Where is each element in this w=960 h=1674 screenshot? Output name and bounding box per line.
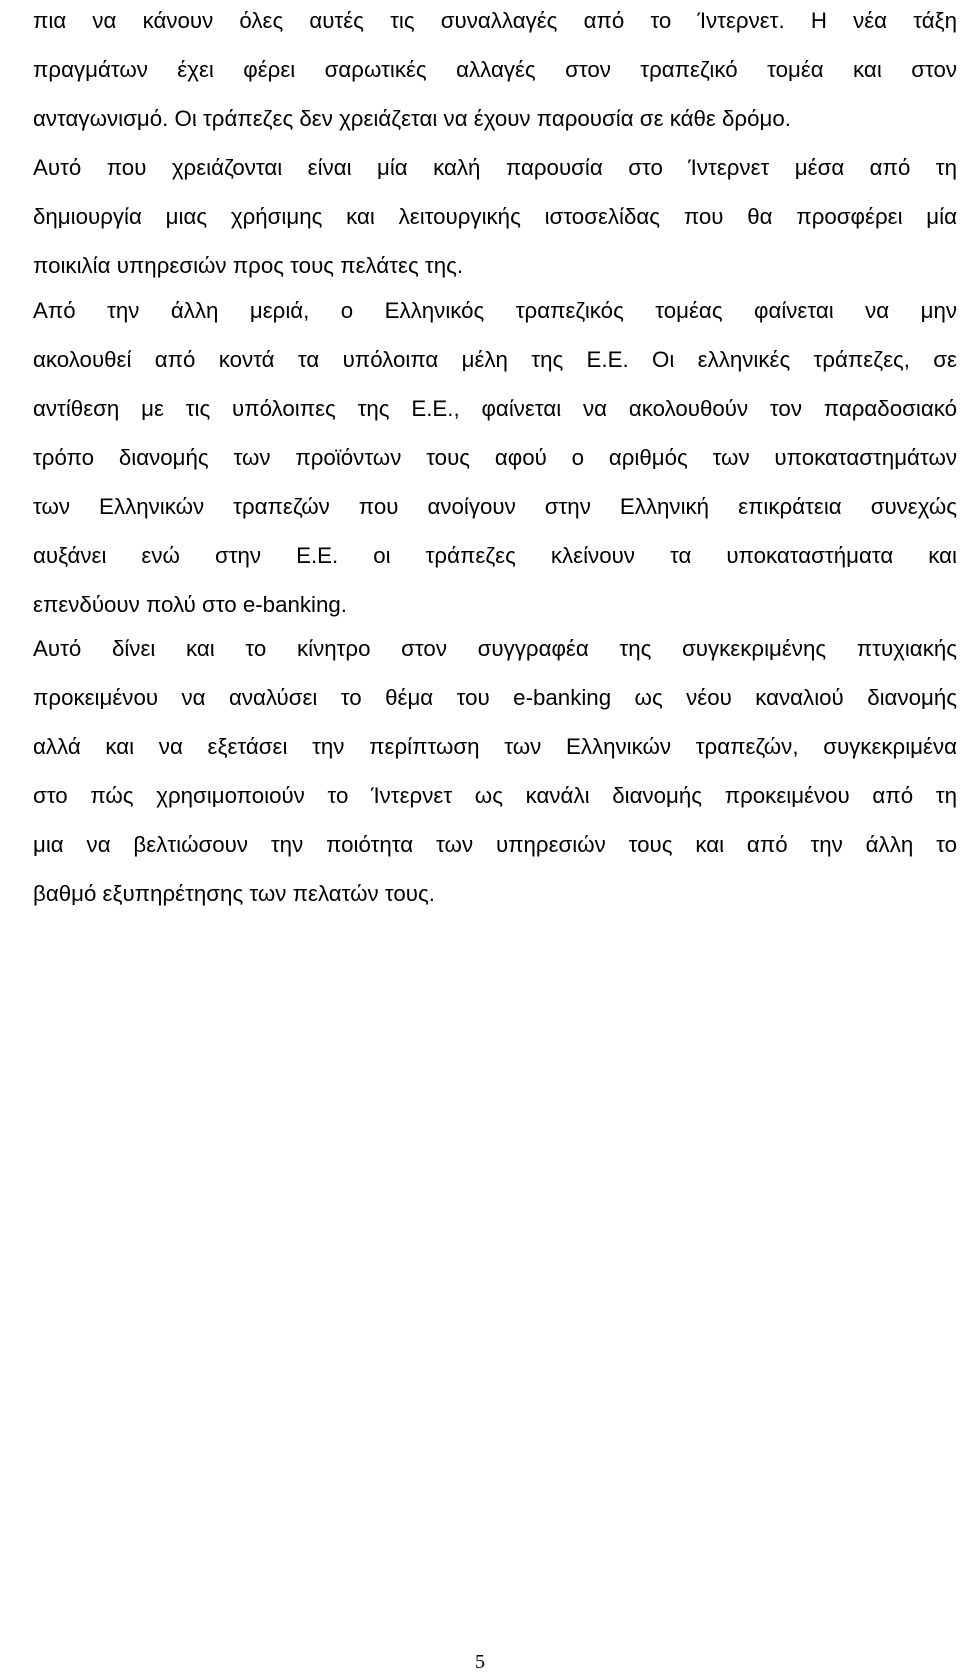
paragraph-3 [33, 624, 957, 918]
text-line: αυξάνει ενώ στην Ε.Ε. οι τράπεζες κλείνουν τα υποκαταστήματα και [33, 543, 957, 568]
text-line: πια να κάνουν όλες αυτές τις συναλλαγές από το Ίντερνετ. Η νέα τάξη [33, 8, 957, 33]
text-line: στο πώς χρησιμοποιούν το Ίντερνετ ως κανάλι διανομής προκειμένου από τη [33, 783, 957, 808]
text-line: βαθμό εξυπηρέτησης των πελατών τους. [33, 881, 435, 906]
text-line: δημιουργία μιας χρήσιμης και λειτουργικής ιστοσελίδας που θα προσφέρει μία [33, 204, 957, 229]
text-line: ακολουθεί από κοντά τα υπόλοιπα μέλη της Ε.Ε. Οι ελληνικές τράπεζες, σε [33, 347, 957, 372]
text-line: τρόπο διανομής των προϊόντων τους αφού ο αριθμός των υποκαταστημάτων [33, 445, 957, 470]
page-number: 5 [475, 1651, 485, 1673]
paragraph-2 [33, 286, 957, 629]
text-line: πραγμάτων έχει φέρει σαρωτικές αλλαγές στον τραπεζικό τομέα και στον [33, 57, 957, 82]
text-line: αντίθεση με τις υπόλοιπες της Ε.Ε., φαίνεται να ακολουθούν τον παραδοσιακό [33, 396, 957, 421]
paragraph-1 [33, 0, 957, 290]
text-line: Αυτό που χρειάζονται είναι μία καλή παρουσία στο Ίντερνετ μέσα από τη [33, 155, 957, 180]
text-line: ποικιλία υπηρεσιών προς τους πελάτες της. [33, 253, 464, 278]
text-line: προκειμένου να αναλύσει το θέμα του e-banking ως νέου καναλιού διανομής [33, 685, 957, 710]
text-line: αλλά και να εξετάσει την περίπτωση των Ελληνικών τραπεζών, συγκεκριμένα [33, 734, 957, 759]
text-line: επενδύουν πολύ στο e-banking. [33, 592, 347, 617]
text-line: ανταγωνισμό. Οι τράπεζες δεν χρειάζεται να έχουν παρουσία σε κάθε δρόμο. [33, 106, 791, 131]
text-line: Από την άλλη μεριά, ο Ελληνικός τραπεζικός τομέας φαίνεται να μην [33, 298, 957, 323]
text-line: μια να βελτιώσουν την ποιότητα των υπηρεσιών τους και από την άλλη το [33, 832, 957, 857]
text-line: Αυτό δίνει και το κίνητρο στον συγγραφέα της συγκεκριμένης πτυχιακής [33, 636, 957, 661]
text-line: των Ελληνικών τραπεζών που ανοίγουν στην Ελληνική επικράτεια συνεχώς [33, 494, 957, 519]
